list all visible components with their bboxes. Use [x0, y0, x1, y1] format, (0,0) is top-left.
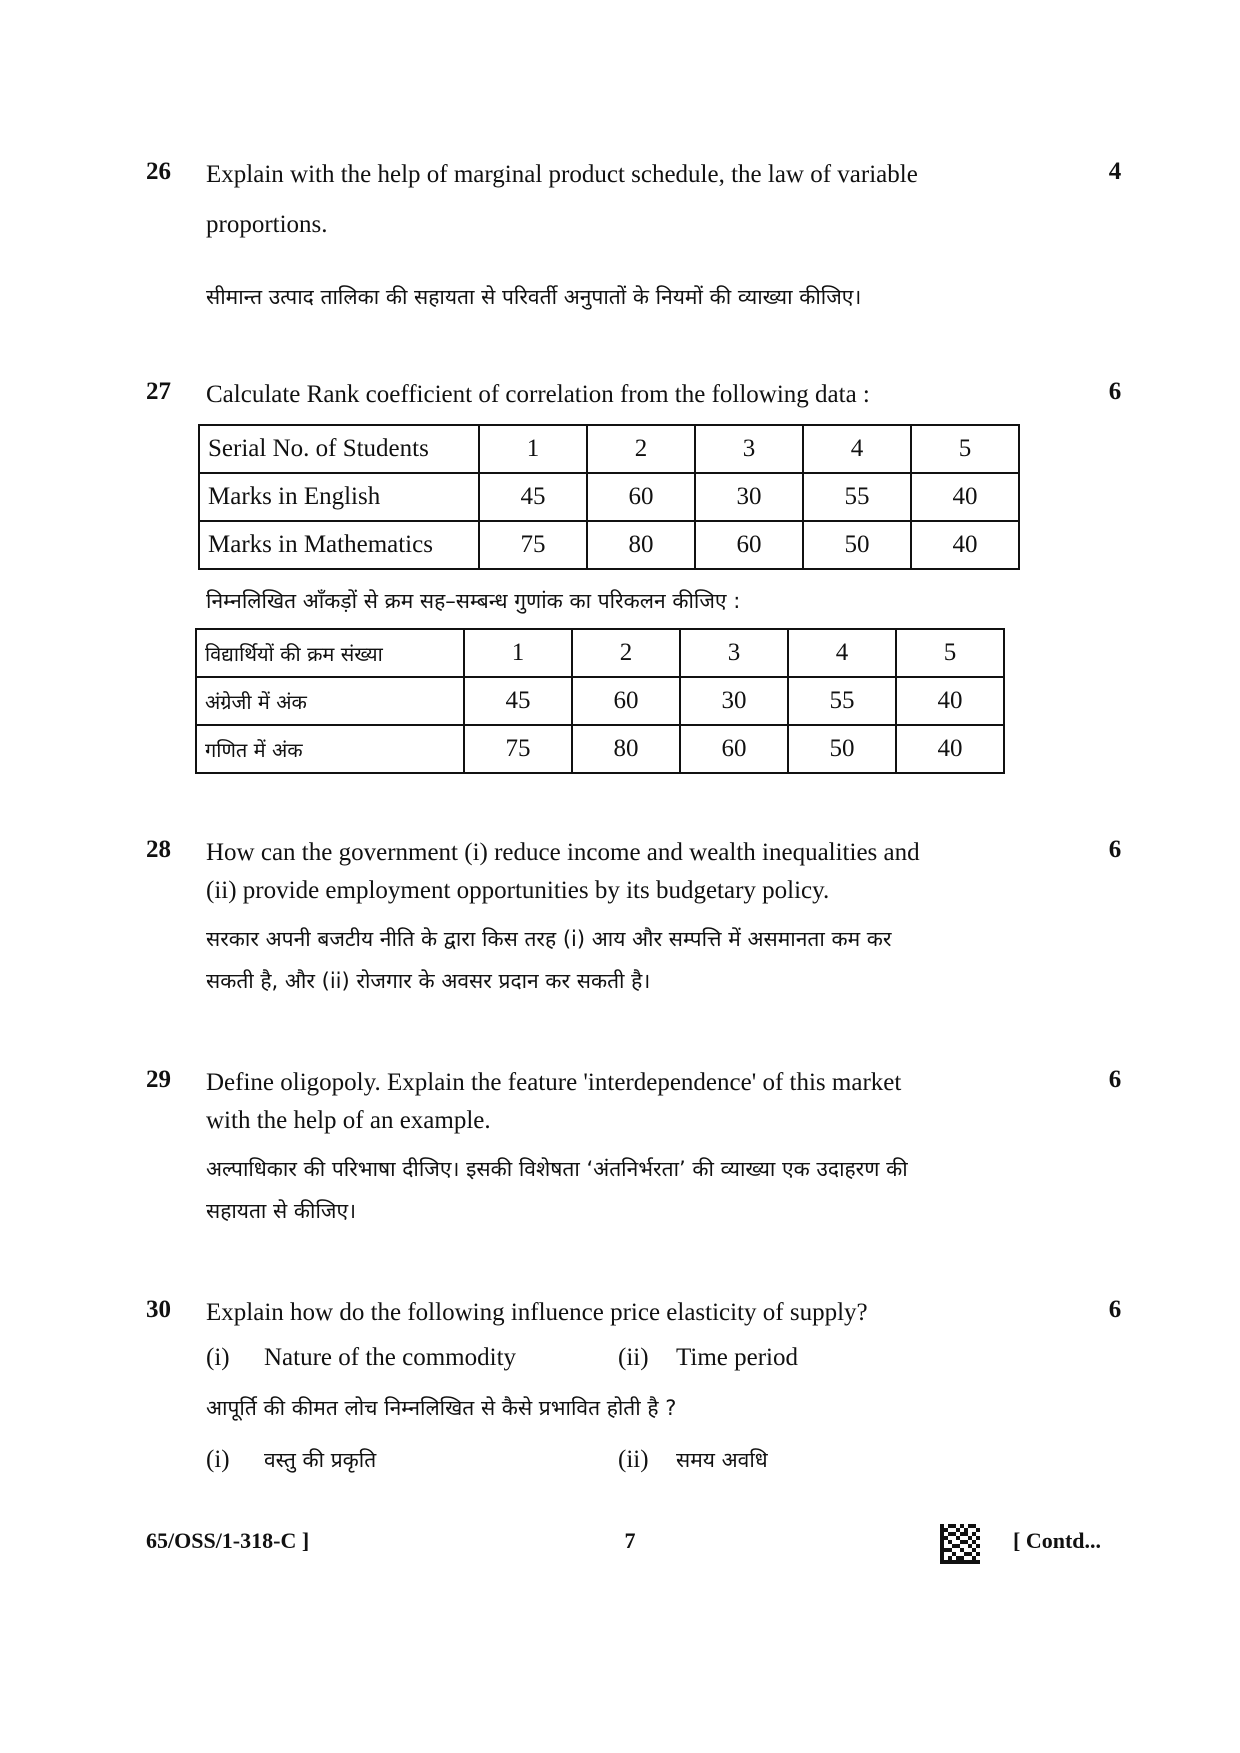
table-cell: 1	[479, 425, 587, 473]
table-cell: 5	[911, 425, 1019, 473]
table-cell: 30	[680, 677, 788, 725]
table-cell: 40	[911, 473, 1019, 521]
table-cell: 80	[587, 521, 695, 569]
table-cell: 40	[911, 521, 1019, 569]
text-line: (ii) provide employment opportunities by its budgetary policy.	[206, 877, 830, 904]
text-line: सीमान्त उत्पाद तालिका की सहायता से परिवर्ती अनुपातों के नियमों की व्याख्या कीजिए।	[206, 285, 862, 309]
table-cell: 60	[680, 725, 788, 773]
table-cell: 4	[788, 629, 896, 677]
question-text-en	[206, 376, 1066, 414]
text-line: Calculate Rank coefficient of correlation from the following data :	[206, 381, 870, 408]
table-row	[199, 473, 1019, 521]
question-marks: 4	[1108, 158, 1122, 185]
page-number: 7	[624, 1528, 636, 1553]
question-text-hi	[206, 1148, 1076, 1232]
row-label: विद्यार्थियों की क्रम संख्या	[196, 629, 464, 677]
table-cell: 2	[587, 425, 695, 473]
table-row	[199, 425, 1019, 473]
data-table-hi	[195, 628, 1005, 774]
text-line: सहायता से कीजिए।	[206, 1199, 357, 1223]
text-line: Explain with the help of marginal product schedule, the law of variable	[206, 161, 918, 188]
question-number: 29	[146, 1066, 171, 1093]
option-text: Time period	[676, 1344, 798, 1371]
table-row	[196, 677, 1004, 725]
table-cell: 75	[464, 725, 572, 773]
table-cell: 45	[479, 473, 587, 521]
question-marks: 6	[1108, 1296, 1122, 1323]
question-number: 27	[146, 378, 171, 405]
text-line: Explain how do the following influence price elasticity of supply?	[206, 1299, 868, 1326]
table-cell: 4	[803, 425, 911, 473]
table-row	[196, 629, 1004, 677]
option-number: (ii)	[618, 1446, 649, 1473]
table-cell: 3	[680, 629, 788, 677]
option-text: Nature of the commodity	[264, 1344, 517, 1371]
table-cell: 60	[695, 521, 803, 569]
table-cell: 2	[572, 629, 680, 677]
table-cell: 5	[896, 629, 1004, 677]
text-line: proportions.	[206, 211, 328, 238]
question-text-en	[206, 1294, 1066, 1332]
table-cell: 50	[788, 725, 896, 773]
row-label: Serial No. of Students	[199, 425, 479, 473]
option-number: (i)	[206, 1344, 230, 1371]
table-cell: 60	[572, 677, 680, 725]
question-text-hi	[206, 276, 1076, 318]
page-footer	[0, 1528, 1240, 1568]
table-cell: 3	[695, 425, 803, 473]
table-cell: 80	[572, 725, 680, 773]
table-cell: 40	[896, 725, 1004, 773]
table-cell: 50	[803, 521, 911, 569]
data-table-en	[198, 424, 1020, 570]
text-line: अल्पाधिकार की परिभाषा दीजिए। इसकी विशेषता ‘अंतनिर्भरता’ की व्याख्या एक उदाहरण की	[206, 1157, 908, 1181]
question-number: 28	[146, 836, 171, 863]
text-line: How can the government (i) reduce income and wealth inequalities and	[206, 839, 920, 866]
table-cell: 75	[479, 521, 587, 569]
table-cell: 55	[803, 473, 911, 521]
option-text: वस्तु की प्रकृति	[264, 1448, 377, 1472]
qr-code-icon	[940, 1524, 980, 1564]
option-text: समय अवधि	[676, 1448, 768, 1472]
question-text-en	[206, 834, 1066, 910]
row-label: Marks in Mathematics	[199, 521, 479, 569]
table-cell: 55	[788, 677, 896, 725]
text-line: सकती है, और (ii) रोजगार के अवसर प्रदान कर सकती है।	[206, 969, 651, 993]
table-cell: 45	[464, 677, 572, 725]
question-marks: 6	[1108, 1066, 1122, 1093]
row-label: गणित में अंक	[196, 725, 464, 773]
row-label: Marks in English	[199, 473, 479, 521]
table-cell: 60	[587, 473, 695, 521]
question-text-hi: आपूर्ति की कीमत लोच निम्नलिखित से कैसे प्रभावित होती है ?	[206, 1396, 677, 1420]
table-row	[196, 725, 1004, 773]
option-number: (i)	[206, 1446, 230, 1473]
question-marks: 6	[1108, 836, 1122, 863]
question-27-text-hi	[206, 580, 1076, 622]
option-number: (ii)	[618, 1344, 649, 1371]
table-row	[199, 521, 1019, 569]
paper-code: 65/OSS/1-318-C ]	[146, 1528, 310, 1553]
question-text-en	[206, 156, 1066, 244]
text-line: सरकार अपनी बजटीय नीति के द्वारा किस तरह (i) आय और सम्पत्ति में असमानता कम कर	[206, 927, 892, 951]
table-cell: 1	[464, 629, 572, 677]
row-label: अंग्रेजी में अंक	[196, 677, 464, 725]
question-number: 30	[146, 1296, 171, 1323]
question-text-hi	[206, 918, 1076, 1002]
question-number: 26	[146, 158, 171, 185]
table-cell: 40	[896, 677, 1004, 725]
text-line: निम्नलिखित आँकड़ों से क्रम सह–सम्बन्ध गुणांक का परिकलन कीजिए :	[206, 589, 741, 613]
text-line: with the help of an example.	[206, 1107, 491, 1134]
continued-label: [ Contd...	[1013, 1528, 1102, 1553]
text-line: Define oligopoly. Explain the feature 'interdependence' of this market	[206, 1069, 902, 1096]
question-marks: 6	[1108, 378, 1122, 405]
question-text-en	[206, 1064, 1066, 1140]
table-cell: 30	[695, 473, 803, 521]
